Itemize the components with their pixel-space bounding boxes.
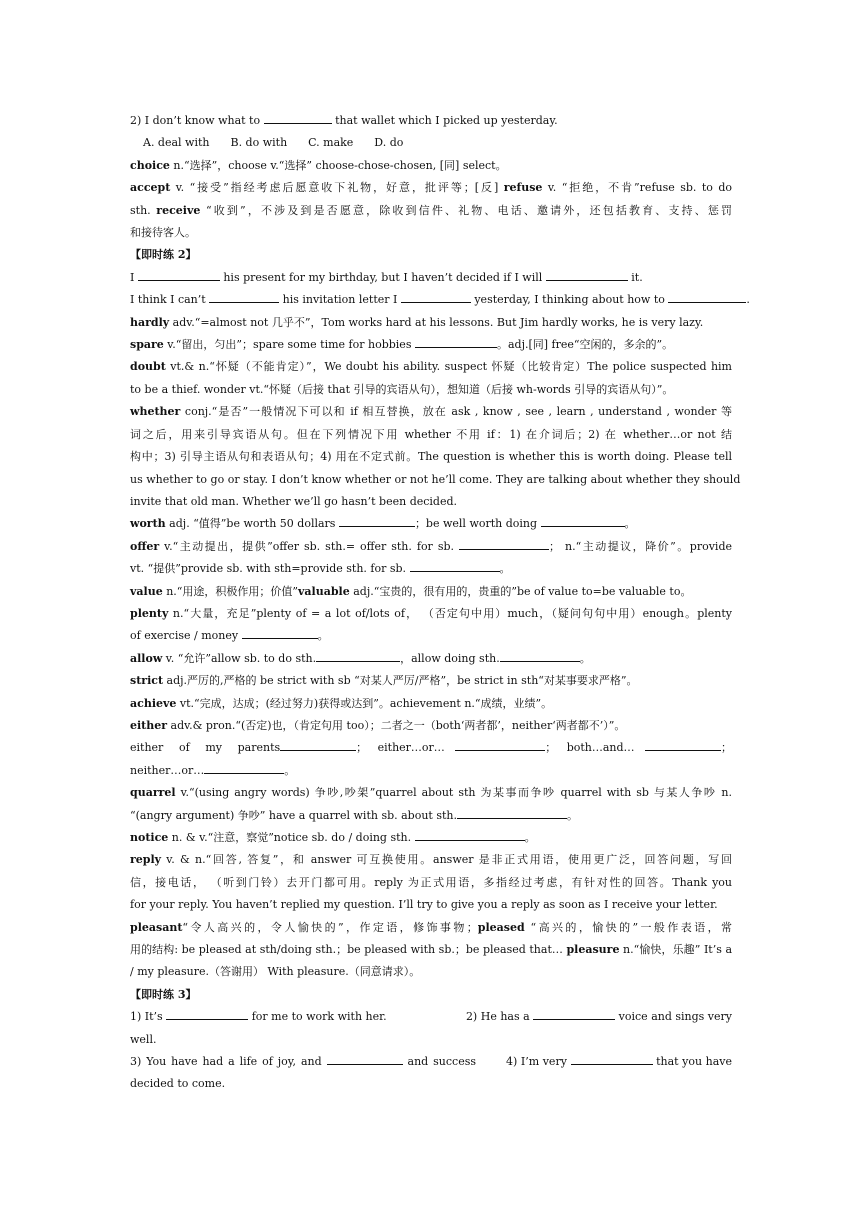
answer-blank (401, 291, 471, 303)
practice-2-line2: I think I can’t his invitation letter I yesterday, I thinking about how to . (130, 293, 750, 307)
practice-3-q4: 4) I’m very that you have (506, 1055, 733, 1069)
answer-blank (264, 112, 332, 124)
practice-3-row1 (130, 1006, 732, 1028)
headword: worth (130, 517, 166, 531)
answer-blank (541, 515, 625, 527)
practice-2-line1: I his present for my birthday, but I haven’t decided if I will it. (130, 270, 643, 284)
entry-whether-line2: 词之后，用来引导宾语从句。但在下列情况下用 whether 不用 if：1) 在介词后；2) 在 whether…or not 结 (130, 427, 732, 441)
answer-blank (138, 269, 220, 281)
answer-blank (457, 807, 567, 819)
entry-accept-line2: sth. receive “收到”，不涉及到是否愿意，除收到信件、礼物、电话、邀请外，还包括教育、支持、惩罚 (130, 203, 732, 217)
answer-blank (668, 291, 746, 303)
entry-hardly: hardly adv.“=almost not 几乎不”，Tom works hard at his lessons. But Jim hardly works, he is very lazy. (130, 315, 704, 329)
headword: spare (130, 338, 164, 352)
entry-quarrel: quarrel v.“(using angry words) 争吵,吵架”quarrel about sth 为某事而争吵 quarrel with sb 与某人争吵 n. (130, 786, 732, 800)
answer-blank (327, 1053, 403, 1065)
answer-blank (166, 1008, 248, 1020)
entry-pleasant-line3: / my pleasure.（答谢用） With pleasure.（同意请求）。 (130, 965, 421, 979)
entry-worth: worth adj. “值得”be worth 50 dollars ；be well worth doing 。 (130, 517, 636, 531)
entry-reply-line3: for your reply. You haven’t replied my question. I’ll try to give you a reply as soon as I receive your letter. (130, 898, 718, 912)
practice-3-q1: 1) It’s for me to work with her. (130, 1010, 387, 1024)
entry-reply: reply v. & n.“回答, 答复”，和 answer 可互换使用。answer 是非正式用语，使用更广泛，回答问题，写回 (130, 853, 732, 867)
practice-3-q4-cont: decided to come. (130, 1077, 226, 1091)
entry-either-line2: either of my parents ； either…or… ； both…and… ； (130, 741, 732, 755)
headword: doubt (130, 360, 166, 374)
entry-reply-line2: 信，接电话， （听到门铃）去开门都可用。reply 为正式用语，多指经过考虑，有针对性的回答。Thank you (130, 875, 732, 889)
headword: either (130, 718, 168, 732)
practice-2-heading: 【即时练 2】 (130, 248, 197, 262)
practice-3-q3: 3) You have had a life of joy, and and success (130, 1055, 476, 1069)
entry-spare: spare v.“留出，匀出”；spare some time for hobbies 。adj.[同] free“空闲的，多余的”。 (130, 338, 674, 352)
headword: hardly (130, 315, 170, 329)
question-2-options: A. deal with B. do with C. make D. do (143, 136, 404, 150)
entry-choice: choice n.“选择”，choose v.“选择” choose-chose-chosen, [同] select。 (130, 158, 507, 172)
answer-blank (209, 291, 279, 303)
entry-whether-line4: us whether to go or stay. I don’t know whether or not he’ll come. They are talking about whether they should (130, 472, 741, 486)
entry-achieve: achieve vt.“完成，达成；(经过努力)获得或达到”。achievement n.“成绩，业绩”。 (130, 696, 553, 710)
entry-doubt-line2: to be a thief. wonder vt.“怀疑（后接 that 引导的宾语从句），想知道（后接 wh-words 引导的宾语从句）”。 (130, 382, 674, 396)
entry-whether-line5: invite that old man. Whether we’ll go hasn’t been decided. (130, 494, 458, 508)
practice-3-q2: 2) He has a voice and sings very (465, 1010, 732, 1024)
entry-pleasant-line2: 用的结构: be pleased at sth/doing sth.；be pleased with sb.；be pleased that… pleasure n.“愉快，乐趣” It’s a (130, 943, 732, 957)
answer-blank (500, 650, 580, 662)
entry-either: either adv.& pron.“(否定)也，（肯定句用 too）；二者之一（both‘两者都’，neither‘两者都不’）”。 (130, 718, 626, 732)
practice-3-row2 (130, 1051, 732, 1073)
entry-either-line3: neither…or… 。 (130, 763, 296, 777)
headword: valuable (298, 584, 350, 598)
answer-blank (204, 762, 284, 774)
headword: reply (130, 853, 162, 867)
headword: offer (130, 539, 160, 553)
entry-accept-line3: 和接待客人。 (130, 226, 196, 240)
entry-whether: whether conj.“是否”一般情况下可以和 if 相互替换，放在 ask , know , see , learn , understand , wonder 等 (130, 405, 732, 419)
entry-offer-line2: vt. “提供”provide sb. with sth=provide sth. for sb. 。 (130, 562, 511, 576)
headword: strict (130, 674, 164, 688)
answer-blank (571, 1053, 653, 1065)
answer-blank (339, 515, 415, 527)
entry-notice: notice n. & v.“注意，察觉”notice sb. do / doing sth. 。 (130, 831, 536, 844)
headword: notice (130, 831, 169, 844)
headword: accept (130, 181, 171, 195)
headword: receive (156, 203, 201, 217)
headword: allow (130, 651, 163, 665)
answer-blank (242, 627, 318, 639)
entry-plenty: plenty n.“大量，充足”plenty of = a lot of/lots of， （否定句中用）much，（疑问句句中用）enough。plenty (130, 606, 732, 620)
entry-whether-line3: 构中；3) 引导主语从句和表语从句；4) 用在不定式前。The question is whether this is worth doing. Please tell (130, 450, 732, 464)
document-content (130, 110, 750, 1096)
entry-pleasant: pleasant“令人高兴的，令人愉快的”，作定语，修饰事物；pleased “高兴的，愉快的”一般作表语，常 (130, 920, 732, 934)
headword: whether (130, 405, 181, 419)
entry-doubt: doubt vt.& n.“怀疑（不能肯定）”，We doubt his ability. suspect 怀疑（比较肯定）The police suspected him (130, 360, 732, 374)
answer-blank (459, 538, 549, 550)
answer-blank (316, 650, 400, 662)
practice-3-heading: 【即时练 3】 (130, 987, 197, 1001)
entry-plenty-line2: of exercise / money 。 (130, 629, 329, 643)
headword: choice (130, 158, 170, 172)
entry-value: value n.“用途，积极作用；价值”valuable adj.“宝贵的，很有用的，贵重的”be of value to=be valuable to。 (130, 584, 692, 598)
headword: pleasant (130, 920, 183, 934)
entry-offer: offer v.“主动提出，提供”offer sb. sth.= offer sth. for sb. ； n.“主动提议，降价”。provide (130, 539, 732, 553)
entry-allow: allow v. “允许”allow sb. to do sth. ，allow doing sth. 。 (130, 651, 591, 665)
practice-3-q2-cont: well. (130, 1032, 157, 1046)
entry-strict: strict adj.严厉的,严格的 be strict with sb “对某人严厉/严格”，be strict in sth“对某事要求严格”。 (130, 674, 638, 688)
headword: pleasure (566, 943, 620, 957)
headword: value (130, 584, 163, 598)
answer-blank (410, 560, 500, 572)
answer-blank (280, 739, 356, 751)
answer-blank (645, 739, 721, 751)
answer-blank (455, 739, 545, 751)
entry-accept: accept v. “接受”指经考虑后愿意收下礼物，好意，批评等；[反] refuse v. “拒绝，不肯”refuse sb. to do (130, 181, 732, 195)
answer-blank (546, 269, 628, 281)
headword: plenty (130, 606, 169, 620)
headword: achieve (130, 696, 177, 710)
entry-quarrel-line2: “(angry argument) 争吵” have a quarrel with sb. about sth. 。 (130, 808, 578, 822)
headword: pleased (477, 920, 525, 934)
headword: refuse (503, 181, 543, 195)
answer-blank (415, 336, 497, 348)
answer-blank (415, 829, 525, 841)
headword: quarrel (130, 786, 176, 800)
answer-blank (533, 1008, 615, 1020)
question-2-stem: 2) I don’t know what to that wallet which I picked up yesterday. (130, 114, 558, 127)
